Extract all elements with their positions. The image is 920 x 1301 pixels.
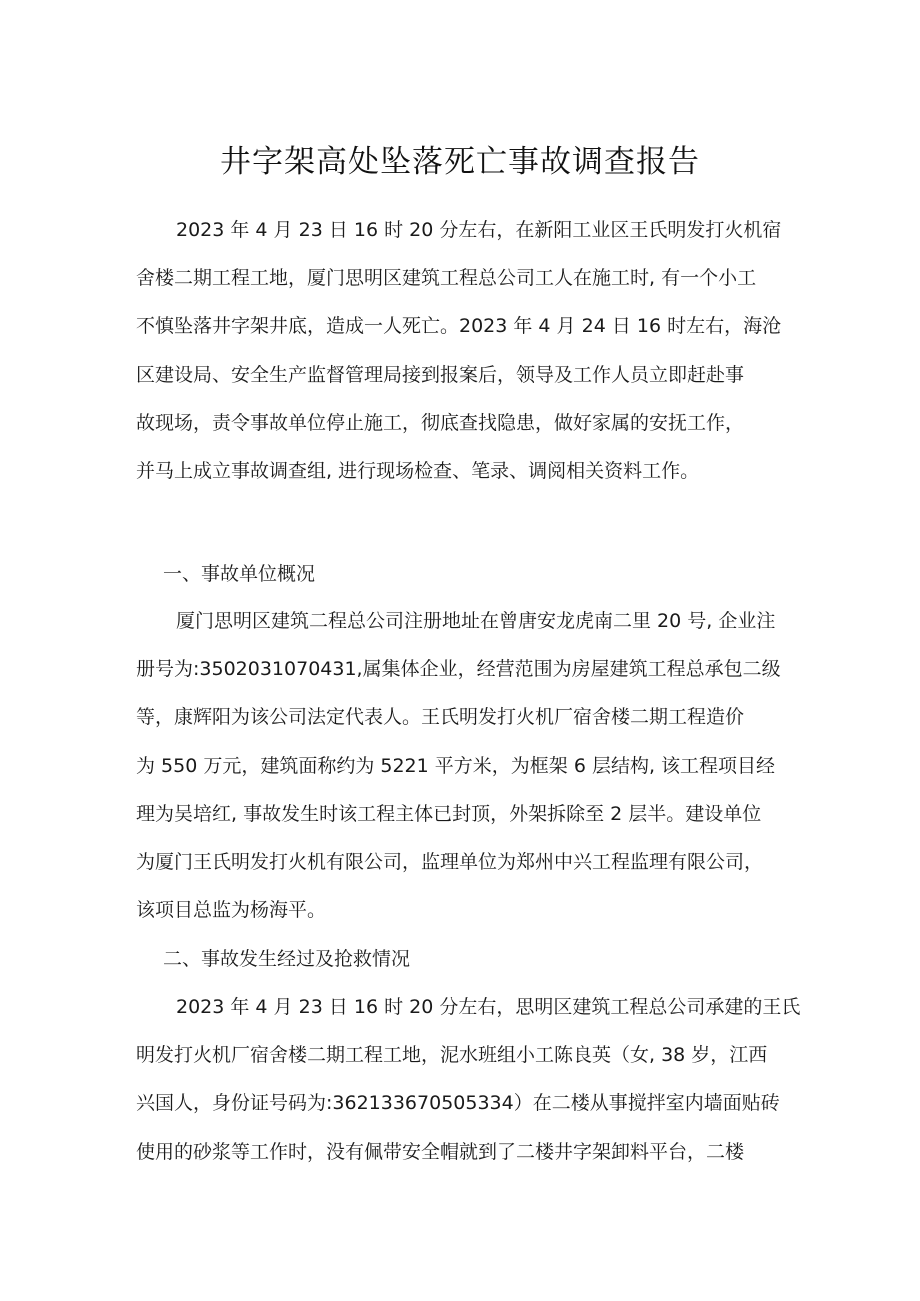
section-heading-company-overview: 一、事故单位概况 [163, 563, 316, 585]
document-title: 井字架高处坠落死亡事故调查报告 [220, 144, 700, 180]
company-overview-paragraph [136, 597, 798, 934]
paragraph-line: 不慎坠落井字架井底，造成一人死亡。2023 年 4 月 24 日 16 时左右，海沧 [136, 315, 782, 338]
paragraph-line: 并马上成立事故调查组, 进行现场检查、笔录、调阅相关资料工作。 [136, 460, 700, 483]
intro-paragraph [136, 206, 798, 495]
paragraph-line: 理为吴培红, 事故发生时该工程主体已封顶，外架拆除至 2 层半。建设单位 [136, 802, 762, 825]
paragraph-line: 2023 年 4 月 23 日 16 时 20 分左右，在新阳工业区王氏明发打火机宿 [176, 219, 782, 241]
paragraph-line: 为 550 万元，建筑面称约为 5221 平方米，为框架 6 层结构, 该工程项目经 [136, 754, 776, 777]
paragraph-line: 为厦门王氏明发打火机有限公司，监理单位为郑州中兴工程监理有限公司， [136, 851, 764, 874]
paragraph-line: 等，康辉阳为该公司法定代表人。王氏明发打火机厂宿舍楼二期工程造价 [136, 706, 745, 729]
paragraph-line: 厦门思明区建筑二程总公司注册地址在曾唐安龙虎南二里 20 号, 企业注 [176, 610, 776, 632]
paragraph-line: 册号为:3502031070431,属集体企业，经营范围为房屋建筑工程总承包二级 [136, 658, 781, 681]
paragraph-line: 该项目总监为杨海平。 [136, 899, 327, 922]
accident-process-paragraph [136, 983, 801, 1176]
paragraph-line: 使用的砂浆等工作时，没有佩带安全帽就到了二楼井字架卸料平台，二楼 [136, 1140, 745, 1163]
paragraph-line: 2023 年 4 月 23 日 16 时 20 分左右，思明区建筑工程总公司承建的王氏 [176, 996, 801, 1018]
paragraph-line: 区建设局、安全生产监督管理局接到报案后，领导及工作人员立即赶赴事 [136, 363, 745, 386]
paragraph-line: 故现场，责令事故单位停止施工，彻底查找隐患，做好家属的安抚工作， [136, 411, 745, 434]
paragraph-line: 兴国人，身份证号码为:362133670505334）在二楼从事搅拌室内墙面贴砖 [136, 1092, 780, 1115]
section-heading-accident-process: 二、事故发生经过及抢救情况 [163, 948, 411, 970]
paragraph-line: 舍楼二期工程工地，厦门思明区建筑工程总公司工人在施工时, 有一个小工 [136, 267, 757, 290]
paragraph-line: 明发打火机厂宿舍楼二期工程工地，泥水班组小工陈良英（女, 38 岁，江西 [136, 1044, 768, 1067]
